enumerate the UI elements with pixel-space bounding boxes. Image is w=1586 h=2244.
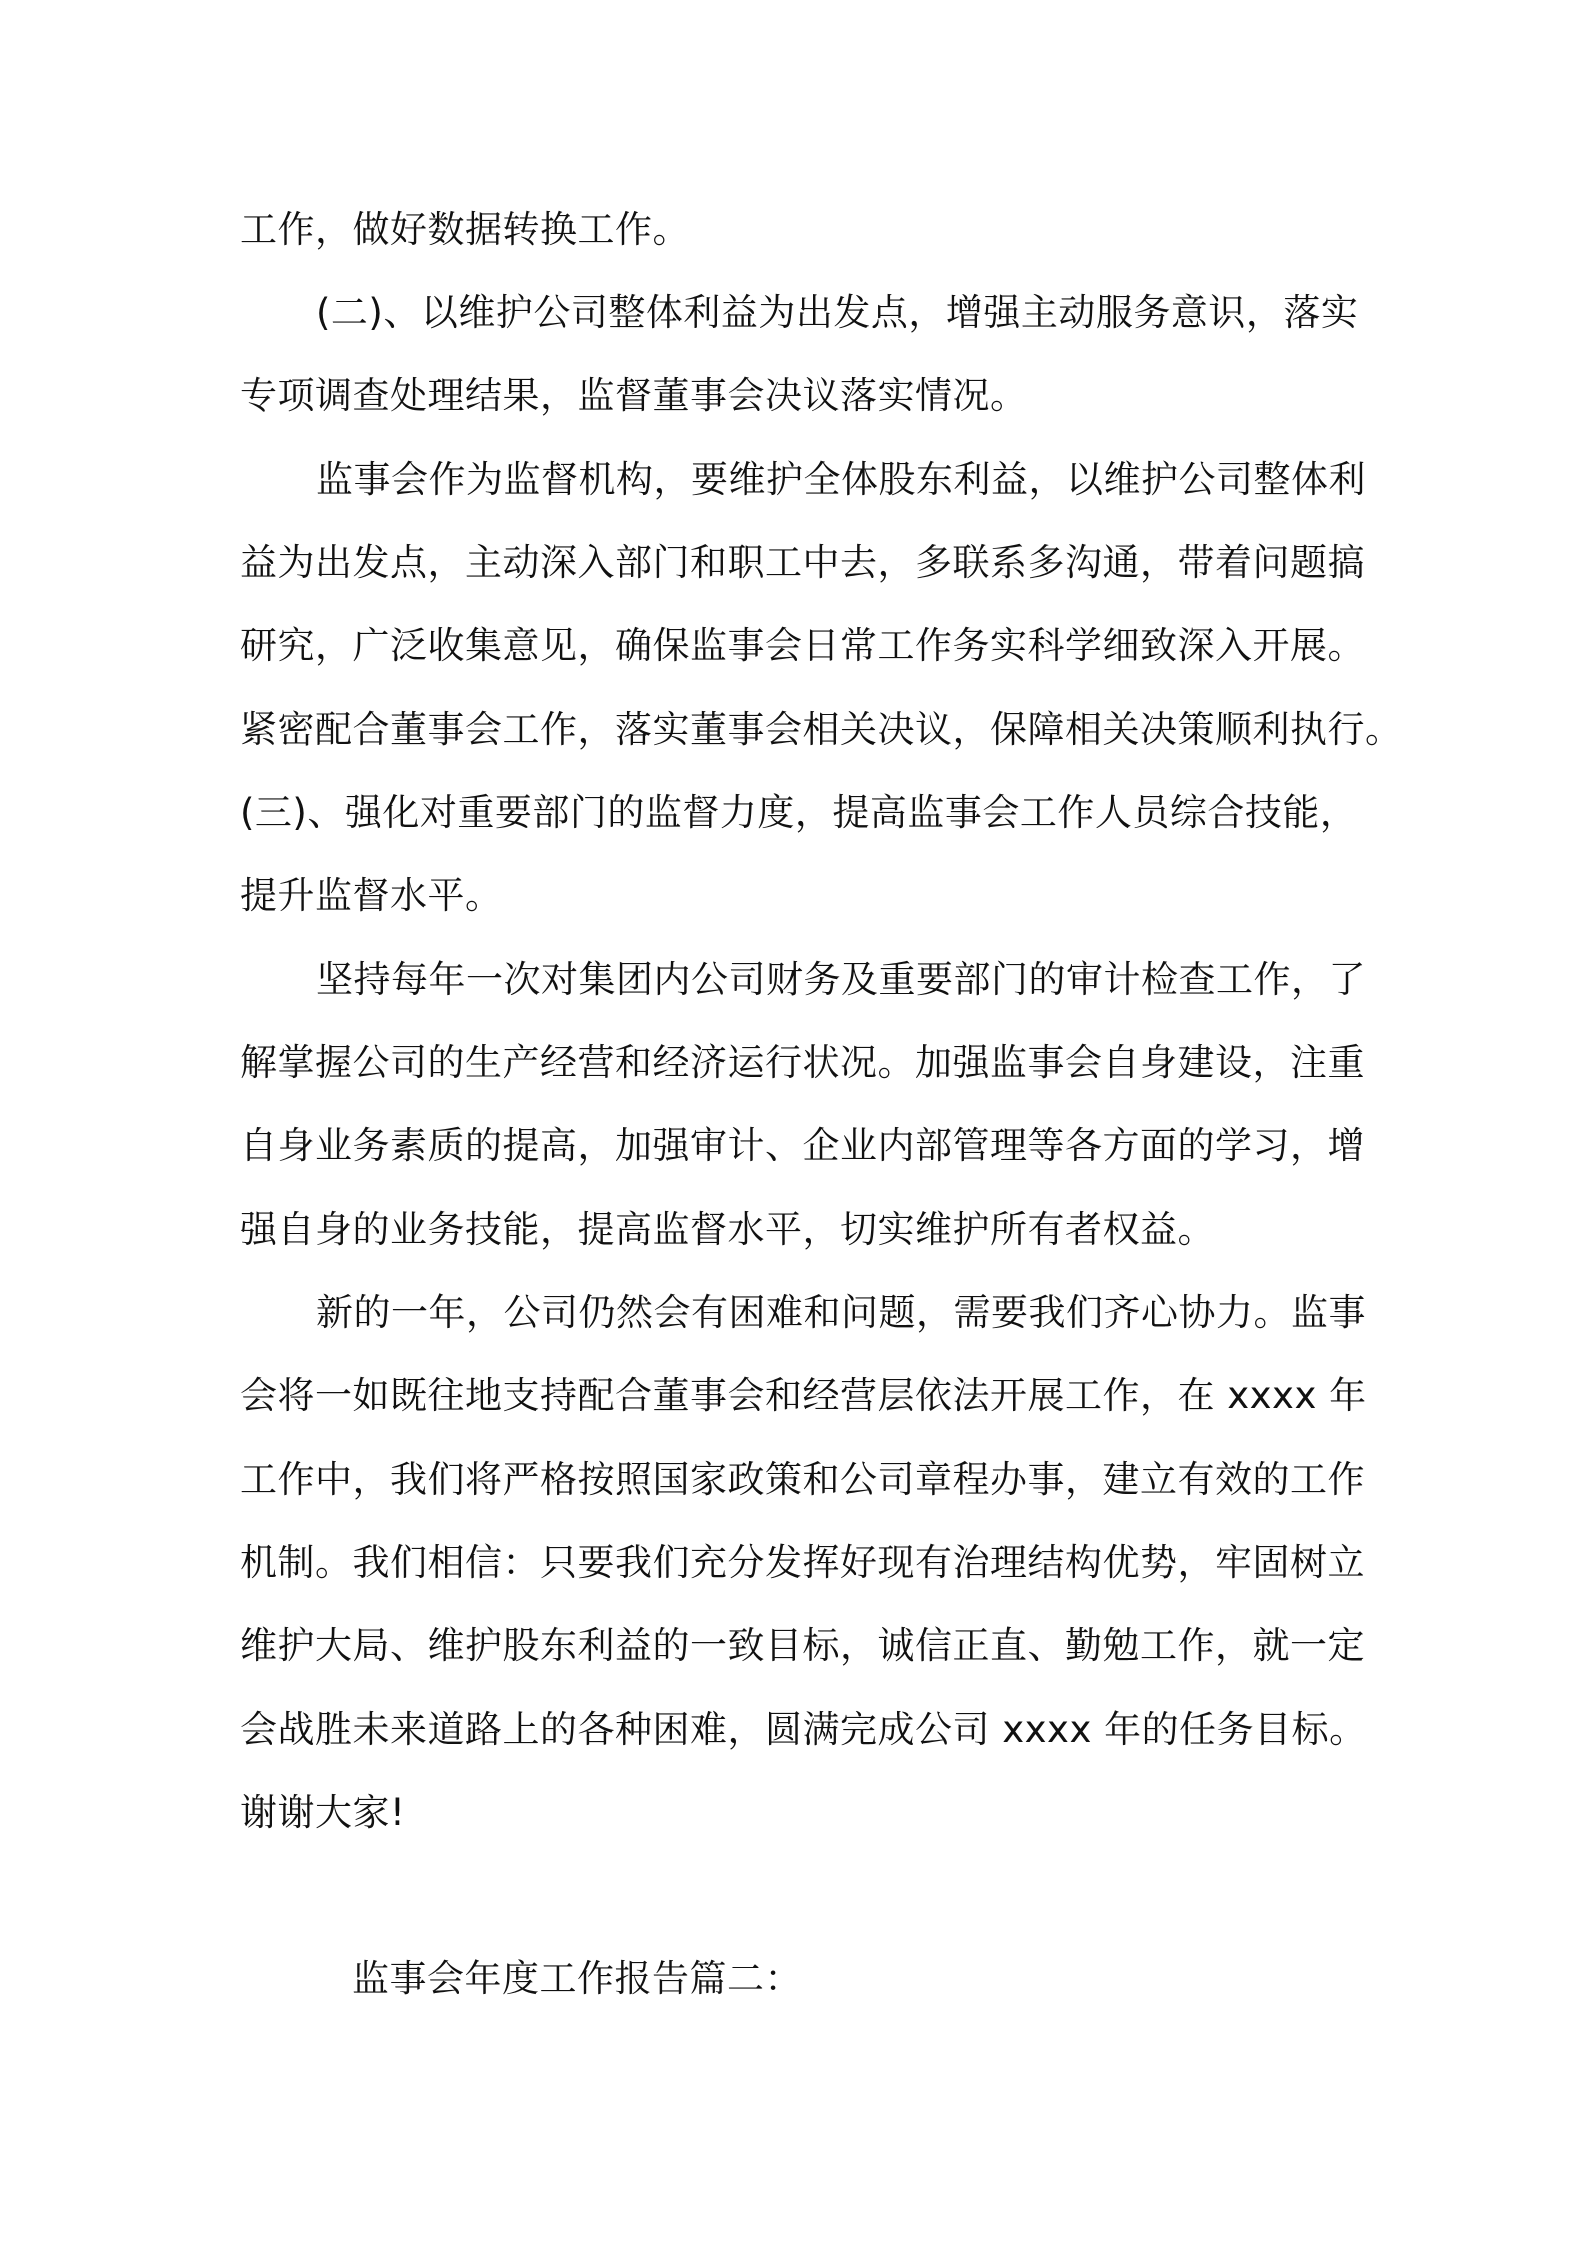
text-line: 研究，广泛收集意见，确保监事会日常工作务实科学细致深入开展。 <box>240 624 1365 667</box>
paragraph-start: 坚持每年一次对集团内公司财务及重要部门的审计检查工作，了 <box>316 958 1366 1001</box>
text-line: 机制。我们相信：只要我们充分发挥好现有治理结构优势，牢固树立 <box>240 1541 1365 1584</box>
text-line: 提升监督水平。 <box>240 874 503 917</box>
paragraph-start: 新的一年，公司仍然会有困难和问题，需要我们齐心协力。监事 <box>316 1291 1366 1334</box>
text-line: 工作，做好数据转换工作。 <box>240 208 690 251</box>
text-line: 专项调查处理结果，监督董事会决议落实情况。 <box>240 374 1028 417</box>
paragraph-start: 监事会作为监督机构，要维护全体股东利益，以维护公司整体利 <box>316 458 1366 501</box>
text-line: 紧密配合董事会工作，落实董事会相关决议，保障相关决策顺利执行。 <box>240 708 1403 751</box>
text-line: 益为出发点，主动深入部门和职工中去，多联系多沟通，带着问题搞 <box>240 541 1365 584</box>
text-line: 自身业务素质的提高，加强审计、企业内部管理等各方面的学习，增 <box>240 1124 1365 1167</box>
text-line: 解掌握公司的生产经营和经济运行状况。加强监事会自身建设，注重 <box>240 1041 1365 1084</box>
text-line: 维护大局、维护股东利益的一致目标，诚信正直、勤勉工作，就一定 <box>240 1624 1365 1667</box>
text-line: 会将一如既往地支持配合董事会和经营层依法开展工作，在 xxxx 年 <box>240 1374 1367 1417</box>
text-line: 会战胜未来道路上的各种困难，圆满完成公司 xxxx 年的任务目标。 <box>240 1708 1367 1751</box>
section-heading-three: (三)、强化对重要部门的监督力度，提高监事会工作人员综合技能， <box>240 791 1358 834</box>
closing-line: 谢谢大家! <box>240 1791 406 1834</box>
section-title: 监事会年度工作报告篇二： <box>352 1957 802 2000</box>
text-line: 强自身的业务技能，提高监督水平，切实维护所有者权益。 <box>240 1208 1215 1251</box>
section-heading-two: (二)、以维护公司整体利益为出发点，增强主动服务意识，落实 <box>316 291 1359 334</box>
text-line: 工作中，我们将严格按照国家政策和公司章程办事，建立有效的工作 <box>240 1458 1365 1501</box>
